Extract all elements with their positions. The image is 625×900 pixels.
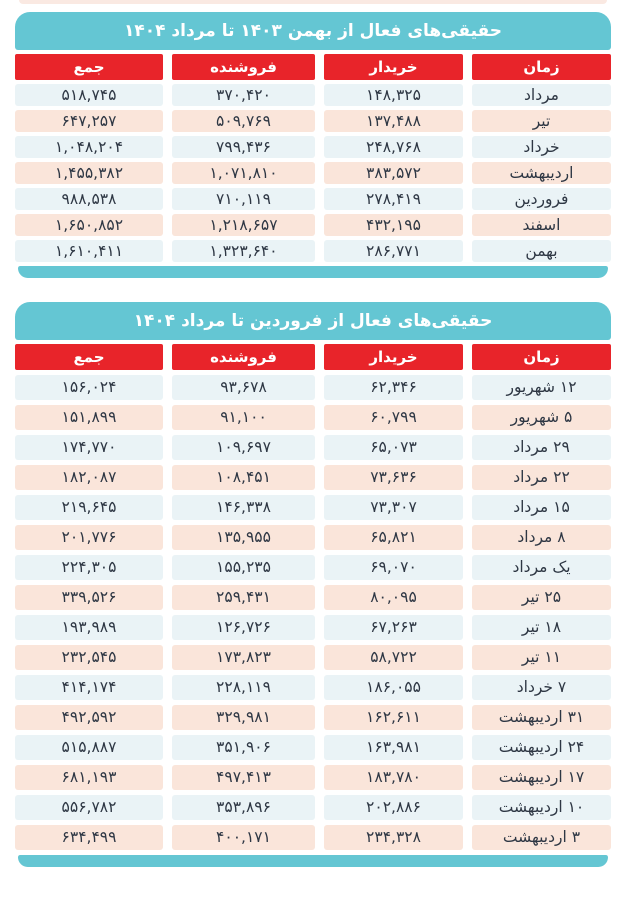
- buyer-value-cell: ۵۸,۷۲۲: [324, 645, 463, 670]
- column-header-seller: فروشنده: [172, 54, 315, 80]
- time-cell: ۱۲ شهریور: [472, 375, 611, 400]
- seller-value-cell: ۱۳۵,۹۵۵: [172, 525, 315, 550]
- total-value-cell: ۲۱۹,۶۴۵: [15, 495, 163, 520]
- buyer-value-cell: ۶۷,۲۶۳: [324, 615, 463, 640]
- time-cell: یک مرداد: [472, 555, 611, 580]
- total-value-cell: ۵۱۸,۷۴۵: [15, 84, 163, 106]
- seller-value-cell: ۱۲۶,۷۲۶: [172, 615, 315, 640]
- total-value-cell: ۲۲۴,۳۰۵: [15, 555, 163, 580]
- table-row: [15, 110, 611, 132]
- time-cell: اردیبهشت: [472, 162, 611, 184]
- time-cell: ۱۱ تیر: [472, 645, 611, 670]
- table-row: [15, 555, 611, 580]
- table-title: حقیقی‌های فعال از فروردین تا مرداد ۱۴۰۴: [133, 311, 493, 331]
- table-row: [15, 615, 611, 640]
- buyer-value-cell: ۶۰,۷۹۹: [324, 405, 463, 430]
- buyer-value-cell: ۲۳۴,۳۲۸: [324, 825, 463, 850]
- table-row: [15, 765, 611, 790]
- table-row: [15, 495, 611, 520]
- time-cell: ۱۸ تیر: [472, 615, 611, 640]
- table-row: [15, 136, 611, 158]
- seller-value-cell: ۱۵۵,۲۳۵: [172, 555, 315, 580]
- seller-value-cell: ۲۵۹,۴۳۱: [172, 585, 315, 610]
- table-row: [15, 188, 611, 210]
- buyer-value-cell: ۱۶۲,۶۱۱: [324, 705, 463, 730]
- seller-value-cell: ۱,۲۱۸,۶۵۷: [172, 214, 315, 236]
- time-cell: ۲۹ مرداد: [472, 435, 611, 460]
- table-row: [15, 585, 611, 610]
- seller-value-cell: ۵۰۹,۷۶۹: [172, 110, 315, 132]
- time-cell: مرداد: [472, 84, 611, 106]
- buyer-value-cell: ۶۵,۰۷۳: [324, 435, 463, 460]
- time-cell: بهمن: [472, 240, 611, 262]
- buyer-value-cell: ۲۴۸,۷۶۸: [324, 136, 463, 158]
- seller-value-cell: ۴۰۰,۱۷۱: [172, 825, 315, 850]
- table-title-bar: [15, 12, 611, 50]
- buyer-value-cell: ۱۸۳,۷۸۰: [324, 765, 463, 790]
- table-footer-bar: [18, 266, 608, 278]
- time-cell: اسفند: [472, 214, 611, 236]
- column-header-buyer: خریدار: [324, 54, 463, 80]
- column-header-seller: فروشنده: [172, 344, 315, 370]
- total-value-cell: ۲۰۱,۷۷۶: [15, 525, 163, 550]
- table-row: [15, 405, 611, 430]
- column-header-time: زمان: [472, 344, 611, 370]
- seller-value-cell: ۹۱,۱۰۰: [172, 405, 315, 430]
- buyer-value-cell: ۱۳۷,۴۸۸: [324, 110, 463, 132]
- total-value-cell: ۱۵۶,۰۲۴: [15, 375, 163, 400]
- total-value-cell: ۹۸۸,۵۳۸: [15, 188, 163, 210]
- table-row: [15, 675, 611, 700]
- seller-value-cell: ۱۴۶,۳۳۸: [172, 495, 315, 520]
- total-value-cell: ۲۳۲,۵۴۵: [15, 645, 163, 670]
- total-value-cell: ۵۵۶,۷۸۲: [15, 795, 163, 820]
- table-row: [15, 435, 611, 460]
- buyer-value-cell: ۲۷۸,۴۱۹: [324, 188, 463, 210]
- time-cell: فروردین: [472, 188, 611, 210]
- total-value-cell: ۱,۶۵۰,۸۵۲: [15, 214, 163, 236]
- table-body: [15, 84, 611, 262]
- time-cell: ۸ مرداد: [472, 525, 611, 550]
- time-cell: ۲۲ مرداد: [472, 465, 611, 490]
- total-value-cell: ۱,۴۵۵,۳۸۲: [15, 162, 163, 184]
- seller-value-cell: ۱,۰۷۱,۸۱۰: [172, 162, 315, 184]
- seller-value-cell: ۹۳,۶۷۸: [172, 375, 315, 400]
- seller-value-cell: ۱۰۸,۴۵۱: [172, 465, 315, 490]
- buyer-value-cell: ۴۳۲,۱۹۵: [324, 214, 463, 236]
- table-row: [15, 705, 611, 730]
- time-cell: تیر: [472, 110, 611, 132]
- seller-value-cell: ۷۹۹,۴۳۶: [172, 136, 315, 158]
- total-value-cell: ۵۱۵,۸۸۷: [15, 735, 163, 760]
- seller-value-cell: ۳۷۰,۴۲۰: [172, 84, 315, 106]
- time-cell: ۱۵ مرداد: [472, 495, 611, 520]
- total-value-cell: ۱۹۳,۹۸۹: [15, 615, 163, 640]
- table-row: [15, 735, 611, 760]
- table-header-row: [15, 54, 611, 80]
- table-row: [15, 465, 611, 490]
- buyer-value-cell: ۸۰,۰۹۵: [324, 585, 463, 610]
- seller-value-cell: ۳۵۱,۹۰۶: [172, 735, 315, 760]
- total-value-cell: ۶۸۱,۱۹۳: [15, 765, 163, 790]
- table-header-row: [15, 344, 611, 370]
- time-cell: ۱۷ اردیبهشت: [472, 765, 611, 790]
- total-value-cell: ۳۳۹,۵۲۶: [15, 585, 163, 610]
- buyer-value-cell: ۷۳,۶۳۶: [324, 465, 463, 490]
- buyer-value-cell: ۱۶۳,۹۸۱: [324, 735, 463, 760]
- time-cell: ۲۵ تیر: [472, 585, 611, 610]
- table-row: [15, 825, 611, 850]
- time-cell: ۳۱ اردیبهشت: [472, 705, 611, 730]
- column-header-buyer: خریدار: [324, 344, 463, 370]
- table-row: [15, 84, 611, 106]
- buyer-value-cell: ۶۹,۰۷۰: [324, 555, 463, 580]
- time-cell: ۵ شهریور: [472, 405, 611, 430]
- column-header-total: جمع: [15, 54, 163, 80]
- buyer-value-cell: ۱۴۸,۳۲۵: [324, 84, 463, 106]
- cutoff-element-top-sliver: [19, 0, 607, 4]
- total-value-cell: ۱۷۴,۷۷۰: [15, 435, 163, 460]
- buyer-value-cell: ۶۲,۳۴۶: [324, 375, 463, 400]
- buyer-value-cell: ۳۸۳,۵۷۲: [324, 162, 463, 184]
- seller-value-cell: ۳۲۹,۹۸۱: [172, 705, 315, 730]
- total-value-cell: ۱,۰۴۸,۲۰۴: [15, 136, 163, 158]
- table-row: [15, 162, 611, 184]
- table-weekly-active-individuals: [15, 302, 611, 867]
- total-value-cell: ۶۳۴,۴۹۹: [15, 825, 163, 850]
- column-header-total: جمع: [15, 344, 163, 370]
- time-cell: ۷ خرداد: [472, 675, 611, 700]
- total-value-cell: ۶۴۷,۲۵۷: [15, 110, 163, 132]
- table-footer-bar: [18, 855, 608, 867]
- total-value-cell: ۱۵۱,۸۹۹: [15, 405, 163, 430]
- table-monthly-active-individuals: [15, 12, 611, 278]
- table-row: [15, 375, 611, 400]
- buyer-value-cell: ۲۸۶,۷۷۱: [324, 240, 463, 262]
- table-row: [15, 795, 611, 820]
- table-row: [15, 645, 611, 670]
- seller-value-cell: ۱,۳۲۳,۶۴۰: [172, 240, 315, 262]
- table-row: [15, 525, 611, 550]
- seller-value-cell: ۱۰۹,۶۹۷: [172, 435, 315, 460]
- total-value-cell: ۴۱۴,۱۷۴: [15, 675, 163, 700]
- buyer-value-cell: ۶۵,۸۲۱: [324, 525, 463, 550]
- total-value-cell: ۱۸۲,۰۸۷: [15, 465, 163, 490]
- time-cell: خرداد: [472, 136, 611, 158]
- table-body: [15, 375, 611, 850]
- table-row: [15, 214, 611, 236]
- buyer-value-cell: ۲۰۲,۸۸۶: [324, 795, 463, 820]
- time-cell: ۱۰ اردیبهشت: [472, 795, 611, 820]
- total-value-cell: ۱,۶۱۰,۴۱۱: [15, 240, 163, 262]
- time-cell: ۲۴ اردیبهشت: [472, 735, 611, 760]
- total-value-cell: ۴۹۲,۵۹۲: [15, 705, 163, 730]
- seller-value-cell: ۴۹۷,۴۱۳: [172, 765, 315, 790]
- seller-value-cell: ۳۵۳,۸۹۶: [172, 795, 315, 820]
- table-row: [15, 240, 611, 262]
- seller-value-cell: ۷۱۰,۱۱۹: [172, 188, 315, 210]
- buyer-value-cell: ۱۸۶,۰۵۵: [324, 675, 463, 700]
- column-header-time: زمان: [472, 54, 611, 80]
- time-cell: ۳ اردیبهشت: [472, 825, 611, 850]
- buyer-value-cell: ۷۳,۳۰۷: [324, 495, 463, 520]
- table-title: حقیقی‌های فعال از بهمن ۱۴۰۳ تا مرداد ۱۴۰۴: [124, 21, 502, 41]
- seller-value-cell: ۲۲۸,۱۱۹: [172, 675, 315, 700]
- seller-value-cell: ۱۷۳,۸۲۳: [172, 645, 315, 670]
- table-title-bar: [15, 302, 611, 340]
